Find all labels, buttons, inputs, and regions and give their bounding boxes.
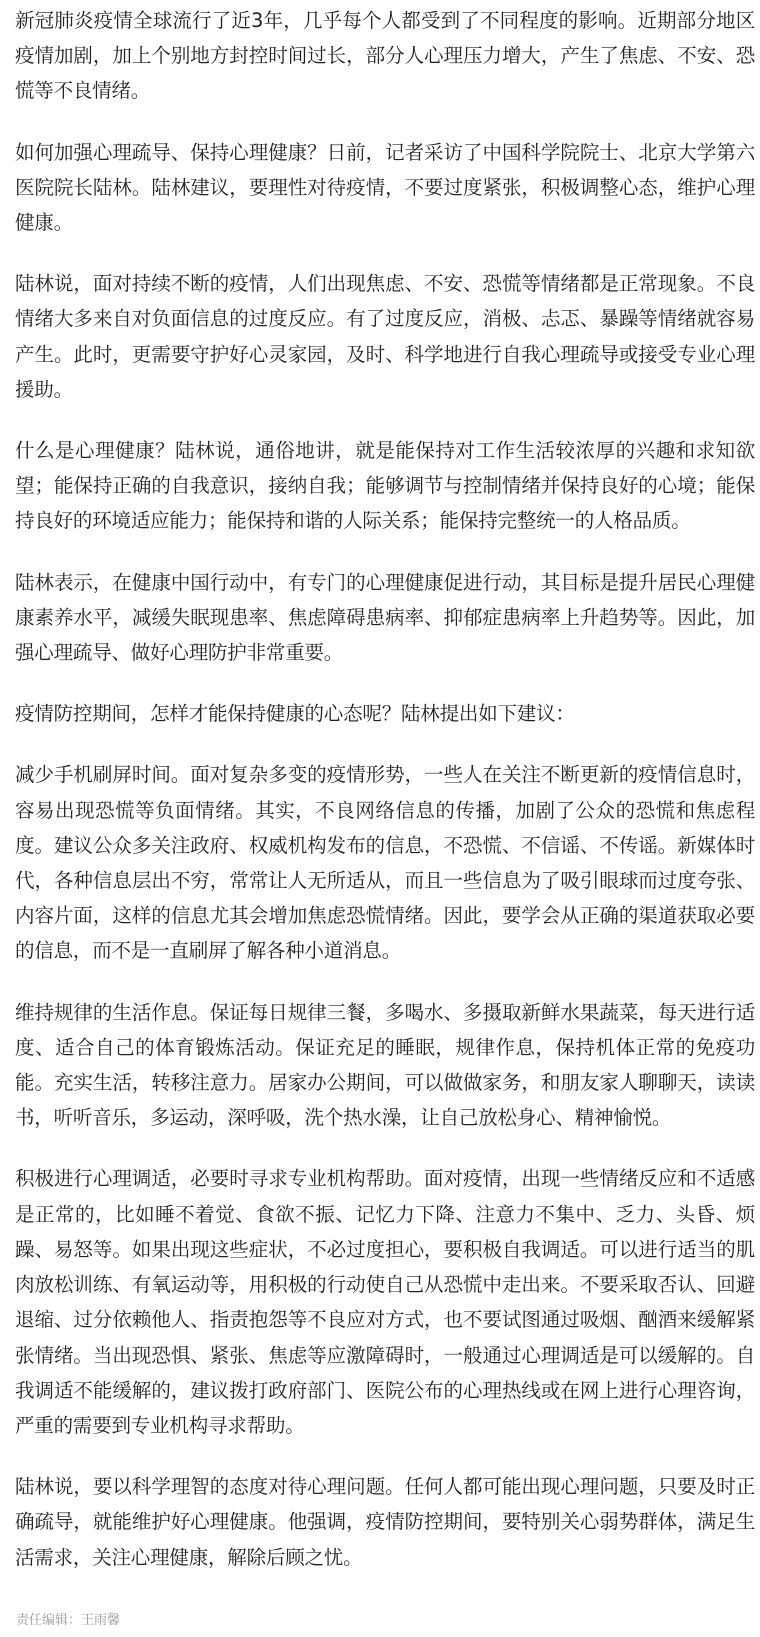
article-body (15, 3, 755, 1601)
article-paragraph: 陆林表示，在健康中国行动中，有专门的心理健康促进行动，其目标是提升居民心理健康素养水平，减缓失眠现患率、焦虑障碍患病率、抑郁症患病率上升趋势等。因此，加强心理疏导、做好心理防护非常重要。 (15, 570, 755, 665)
article-paragraph: 新冠肺炎疫情全球流行了近3年，几乎每个人都受到了不同程度的影响。近期部分地区疫情加剧，加上个别地方封控时间过长，部分人心理压力增大，产生了焦虑、不安、恐慌等不良情绪。 (15, 9, 755, 103)
article-paragraph: 陆林说，要以科学理智的态度对待心理问题。任何人都可能出现心理问题，只要及时正确疏导，就能维护好心理健康。他强调，疫情防控期间，要特别关心弱势群体，满足生活需求，关注心理健康，解除后顾之忧。 (15, 1475, 755, 1569)
editor-credit: 责任编辑：王雨馨 (16, 1613, 121, 1628)
article-paragraph: 维持规律的生活作息。保证每日规律三餐，多喝水、多摄取新鲜水果蔬菜，每天进行适度、适合自己的体育锻炼活动。保证充足的睡眠，规律作息，保持机体正常的免疫功能。充实生活，转移注意力。居家办公期间，可以做做家务，和朋友家人聊聊天，读读书，听听音乐，多运动，深呼吸，洗个热水澡，让自己放松身心、精神愉悦。 (15, 1000, 755, 1130)
article-paragraph: 减少手机刷屏时间。面对复杂多变的疫情形势，一些人在关注不断更新的疫情信息时，容易出现恐慌等负面情绪。其实，不良网络信息的传播，加剧了公众的恐慌和焦虑程度。建议公众多关注政府、权威机构发布的信息，不恐慌、不信谣、不传谣。新媒体时代，各种信息层出不穷，常常让人无所适从，而且一些信息为了吸引眼球而过度夸张、内容片面，这样的信息尤其会增加焦虑恐慌情绪。因此，要学会从正确的渠道获取必要的信息，而不是一直刷屏了解各种小道消息。 (15, 763, 755, 963)
article-paragraph: 积极进行心理调适，必要时寻求专业机构帮助。面对疫情，出现一些情绪反应和不适感是正常的，比如睡不着觉、食欲不振、记忆力下降、注意力不集中、乏力、头昏、烦躁、易怒等。如果出现这些症状，不必过度担心，要积极自我调适。可以进行适当的肌肉放松训练、有氧运动等，用积极的行动使自己从恐慌中走出来。不要采取否认、回避退缩、过分依赖他人、指责抱怨等不良应对方式，也不要试图通过吸烟、酗酒来缓解紧张情绪。当出现恐惧、紧张、焦虑等应激障碍时，一般通过心理调适是可以缓解的。自我调适不能缓解的，建议拨打政府部门、医院公布的心理热线或在网上进行心理咨询，严重的需要到专业机构寻求帮助。 (15, 1167, 755, 1437)
article-paragraph: 如何加强心理疏导、保持心理健康？日前，记者采访了中国科学院院士、北京大学第六医院院长陆林。陆林建议，要理性对待疫情，不要过度紧张，积极调整心态，维护心理健康。 (15, 140, 755, 235)
article-paragraph: 什么是心理健康？陆林说，通俗地讲，就是能保持对工作生活较浓厚的兴趣和求知欲望；能保持正确的自我意识，接纳自我；能够调节与控制情绪并保持良好的心境；能保持良好的环境适应能力；能保持和谐的人际关系；能保持完整统一的人格品质。 (15, 439, 755, 533)
article-paragraph: 陆林说，面对持续不断的疫情，人们出现焦虑、不安、恐慌等情绪都是正常现象。不良情绪大多来自对负面信息的过度反应。有了过度反应，消极、忐忑、暴躁等情绪就容易产生。此时，更需要守护好心灵家园，及时、科学地进行自我心理疏导或接受专业心理援助。 (15, 272, 755, 401)
article-paragraph: 疫情防控期间，怎样才能保持健康的心态呢？陆林提出如下建议： (15, 702, 575, 726)
